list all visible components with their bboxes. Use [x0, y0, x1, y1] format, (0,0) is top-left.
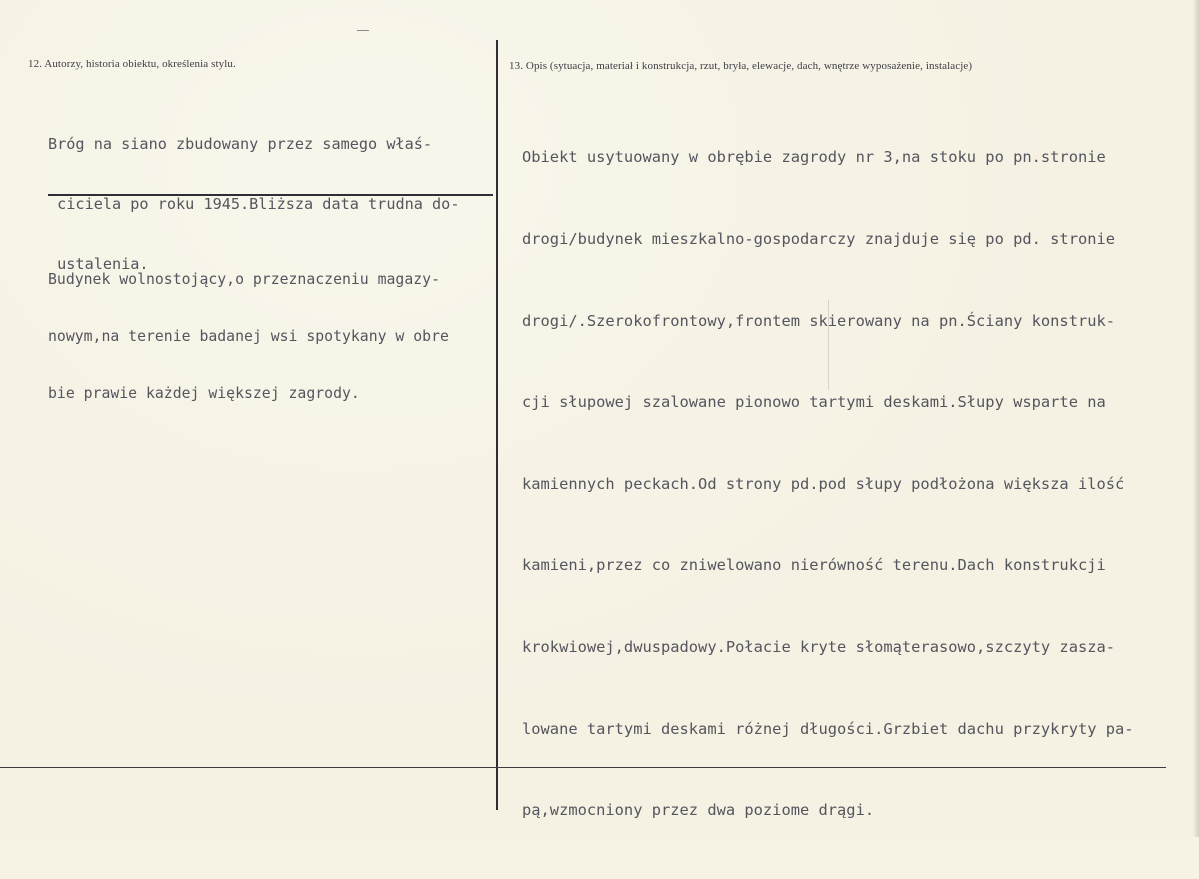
text-line: cji słupowej szalowane pionowo tartymi deskami.Słupy wsparte na	[522, 393, 1106, 412]
text-line: lowane tartymi deskami różnej długości.Grzbiet dachu przykryty pa-	[522, 719, 1134, 738]
text-line: ustalenia.	[48, 255, 149, 273]
text-line: drogi/.Szerokofrontowy,frontem skierowany na pn.Ściany konstruk-	[522, 311, 1116, 330]
text-line: Bróg na siano zbudowany przez samego właś-	[48, 135, 433, 153]
column-divider	[496, 40, 498, 810]
text-line: drogi/budynek mieszkalno-gospodarczy znajduje się po pd. stronie	[522, 230, 1116, 249]
text-line: pą,wzmocniony przez dwa poziome drągi.	[522, 801, 875, 820]
text-line: nowym,na terenie badanej wsi spotykany w obre	[48, 328, 449, 345]
text-line: kamiennych peckach.Od strony pd.pod słupy podłożona większa ilość	[522, 474, 1125, 493]
section-12-style-text	[48, 232, 449, 441]
text-line: krokwiowej,dwuspadowy.Połacie kryte słomąterasowo,szczyty zasza-	[522, 638, 1116, 657]
text-line: bie prawie każdej większej zagrody.	[48, 385, 360, 402]
text-line: Budynek wolnostojący,o przeznaczeniu magazy-	[48, 271, 440, 288]
top-tick-mark	[357, 30, 369, 31]
text-line: Obiekt usytuowany w obrębie zagrody nr 3,na stoku po pn.stronie	[522, 148, 1106, 167]
section-13-description-text	[522, 90, 1134, 879]
section-13-label: 13. Opis (sytuacja, materiał i konstrukcja, rzut, bryła, elewacje, dach, wnętrze wyposażenie, instalacje)	[509, 60, 973, 72]
text-line: kamieni,przez co zniwelowano nierówność terenu.Dach konstrukcji	[522, 556, 1106, 575]
text-line: ciciela po roku 1945.Bliższa data trudna do-	[48, 195, 460, 213]
paper-edge	[1193, 0, 1199, 837]
section-12-label: 12. Autorzy, historia obiektu, określenia stylu.	[28, 58, 236, 70]
